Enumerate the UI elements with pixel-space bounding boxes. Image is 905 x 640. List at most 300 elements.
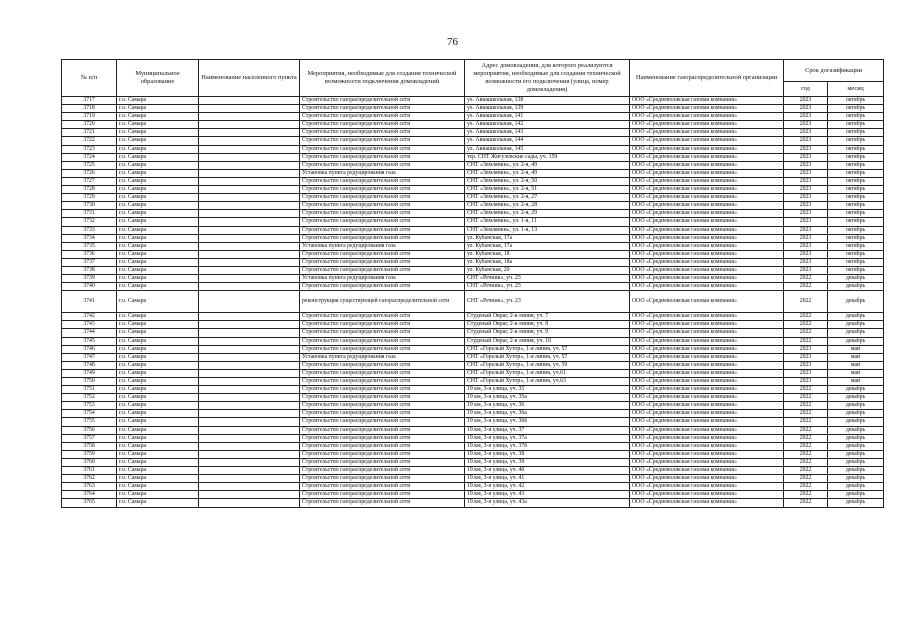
table-row — [62, 266, 884, 274]
company-cell: ООО «Средневолжская газовая компания» — [630, 129, 784, 137]
month-cell: декабрь — [828, 426, 884, 434]
settlement-cell — [199, 434, 300, 442]
month-cell: декабрь — [828, 458, 884, 466]
year-cell: 2023 — [784, 161, 828, 169]
municipality-cell: г.о. Самара — [117, 202, 199, 210]
municipality-cell: г.о. Самара — [117, 129, 199, 137]
address-cell: Студеный Овраг, 2-я линия, уч. 8 — [465, 321, 630, 329]
activity-cell: Строительство газораспределительной сети — [300, 321, 465, 329]
row-number-cell: 3734 — [62, 234, 117, 242]
company-cell: ООО «Средневолжская газовая компания» — [630, 137, 784, 145]
company-cell: ООО «Средневолжская газовая компания» — [630, 177, 784, 185]
settlement-cell — [199, 450, 300, 458]
table-row — [62, 169, 884, 177]
table-header — [62, 60, 884, 97]
header-address: Адрес домовладения, для которого реализуются мероприятия, необходимые для создания технической возможности его подключения (улица, номер домовладения) — [465, 60, 630, 97]
row-number-cell: 3749 — [62, 369, 117, 377]
settlement-cell — [199, 321, 300, 329]
address-cell: СНТ «Землянки», ул. 2-я, 29 — [465, 210, 630, 218]
row-number-cell: 3725 — [62, 161, 117, 169]
address-cell: СНТ «Землянки», ул. 2-я, 49 — [465, 161, 630, 169]
month-cell: декабрь — [828, 329, 884, 337]
address-cell: ул. Авиашкольная, 144 — [465, 137, 630, 145]
row-number-cell: 3718 — [62, 105, 117, 113]
row-number-cell: 3752 — [62, 394, 117, 402]
row-number-cell: 3719 — [62, 113, 117, 121]
company-cell: ООО «Средневолжская газовая компания» — [630, 361, 784, 369]
company-cell: ООО «Средневолжская газовая компания» — [630, 329, 784, 337]
municipality-cell: г.о. Самара — [117, 153, 199, 161]
year-cell: 2023 — [784, 121, 828, 129]
month-cell: октябрь — [828, 177, 884, 185]
activity-cell: Строительство газораспределительной сети — [300, 258, 465, 266]
municipality-cell: г.о. Самара — [117, 450, 199, 458]
address-cell: СНТ «Землянки», ул. 2-я, 49 — [465, 169, 630, 177]
address-cell: СНТ «Землянки», ул. 2-я, 28 — [465, 202, 630, 210]
table-row — [62, 145, 884, 153]
row-number-cell: 3756 — [62, 426, 117, 434]
address-cell: ул. Кубанская, 20 — [465, 266, 630, 274]
company-cell: ООО «Средневолжская газовая компания» — [630, 194, 784, 202]
settlement-cell — [199, 186, 300, 194]
address-cell: ул. Кубанская, 17а — [465, 242, 630, 250]
activity-cell: Строительство газораспределительной сети — [300, 329, 465, 337]
table-row — [62, 105, 884, 113]
month-cell: декабрь — [828, 394, 884, 402]
year-cell: 2023 — [784, 194, 828, 202]
table-row — [62, 210, 884, 218]
activity-cell: Строительство газораспределительной сети — [300, 402, 465, 410]
address-cell: СНТ «Горелый Хутор», 1-я линия, уч.61 — [465, 369, 630, 377]
settlement-cell — [199, 242, 300, 250]
month-cell: октябрь — [828, 218, 884, 226]
year-cell: 2023 — [784, 177, 828, 185]
settlement-cell — [199, 194, 300, 202]
header-month: месяц — [828, 82, 884, 97]
settlement-cell — [199, 283, 300, 291]
company-cell: ООО «Средневолжская газовая компания» — [630, 369, 784, 377]
header-year: год — [784, 82, 828, 97]
page-number: 76 — [447, 36, 458, 48]
address-cell: 19 км, 3-я улица, уч. 35 — [465, 386, 630, 394]
settlement-cell — [199, 442, 300, 450]
activity-cell: Строительство газораспределительной сети — [300, 137, 465, 145]
municipality-cell: г.о. Самара — [117, 491, 199, 499]
year-cell: 2022 — [784, 275, 828, 283]
activity-cell: Строительство газораспределительной сети — [300, 442, 465, 450]
table-row — [62, 113, 884, 121]
activity-cell: Строительство газораспределительной сети — [300, 105, 465, 113]
settlement-cell — [199, 361, 300, 369]
row-number-cell: 3755 — [62, 418, 117, 426]
year-cell: 2022 — [784, 483, 828, 491]
municipality-cell: г.о. Самара — [117, 113, 199, 121]
table-body — [62, 97, 884, 508]
activity-cell: Установка пункта редуцирования газа — [300, 275, 465, 283]
month-cell: декабрь — [828, 475, 884, 483]
year-cell: 2022 — [784, 467, 828, 475]
activity-cell: Строительство газораспределительной сети — [300, 313, 465, 321]
year-cell: 2023 — [784, 369, 828, 377]
activity-cell: Строительство газораспределительной сети — [300, 210, 465, 218]
year-cell: 2023 — [784, 345, 828, 353]
row-number-cell: 3754 — [62, 410, 117, 418]
activity-cell: Строительство газораспределительной сети — [300, 250, 465, 258]
activity-cell: Строительство газораспределительной сети — [300, 161, 465, 169]
year-cell: 2022 — [784, 499, 828, 507]
address-cell: 19 км, 3-я улица, уч. 37б — [465, 442, 630, 450]
year-cell: 2023 — [784, 378, 828, 386]
year-cell: 2022 — [784, 402, 828, 410]
table-row — [62, 137, 884, 145]
row-number-cell: 3730 — [62, 202, 117, 210]
municipality-cell: г.о. Самара — [117, 161, 199, 169]
month-cell: декабрь — [828, 283, 884, 291]
table-row — [62, 337, 884, 345]
company-cell: ООО «Средневолжская газовая компания» — [630, 105, 784, 113]
row-number-cell: 3758 — [62, 442, 117, 450]
month-cell: декабрь — [828, 402, 884, 410]
address-cell: 19 км, 3-я улица, уч. 35а — [465, 394, 630, 402]
address-cell: СНТ «Землянки», ул. 2-я, 50 — [465, 177, 630, 185]
table-row — [62, 329, 884, 337]
year-cell: 2023 — [784, 353, 828, 361]
month-cell: октябрь — [828, 194, 884, 202]
municipality-cell: г.о. Самара — [117, 361, 199, 369]
year-cell: 2022 — [784, 337, 828, 345]
municipality-cell: г.о. Самара — [117, 499, 199, 507]
municipality-cell: г.о. Самара — [117, 105, 199, 113]
company-cell: ООО «Средневолжская газовая компания» — [630, 218, 784, 226]
address-cell: 19 км, 3-я улица, уч. 43 — [465, 491, 630, 499]
activity-cell: Строительство газораспределительной сети — [300, 426, 465, 434]
month-cell: май — [828, 378, 884, 386]
activity-cell: Строительство газораспределительной сети — [300, 491, 465, 499]
company-cell: ООО «Средневолжская газовая компания» — [630, 475, 784, 483]
year-cell: 2022 — [784, 313, 828, 321]
address-cell: ул. Кубанская, 18 — [465, 250, 630, 258]
month-cell: декабрь — [828, 313, 884, 321]
company-cell: ООО «Средневолжская газовая компания» — [630, 202, 784, 210]
table-row — [62, 321, 884, 329]
activity-cell: Строительство газораспределительной сети — [300, 266, 465, 274]
company-cell: ООО «Средневолжская газовая компания» — [630, 426, 784, 434]
year-cell: 2022 — [784, 329, 828, 337]
activity-cell: Строительство газораспределительной сети — [300, 226, 465, 234]
table-row — [62, 491, 884, 499]
municipality-cell: г.о. Самара — [117, 283, 199, 291]
year-cell: 2023 — [784, 113, 828, 121]
month-cell: октябрь — [828, 186, 884, 194]
address-cell: СНТ «Горелый Хутор», 1-я линия, уч. 59 — [465, 361, 630, 369]
activity-cell: Строительство газораспределительной сети — [300, 418, 465, 426]
month-cell: декабрь — [828, 499, 884, 507]
table-row — [62, 434, 884, 442]
address-cell: 19 км, 3-я улица, уч. 43а — [465, 499, 630, 507]
activity-cell: Строительство газораспределительной сети — [300, 458, 465, 466]
company-cell: ООО «Средневолжская газовая компания» — [630, 458, 784, 466]
year-cell: 2023 — [784, 186, 828, 194]
table-row — [62, 202, 884, 210]
year-cell: 2022 — [784, 442, 828, 450]
year-cell: 2023 — [784, 210, 828, 218]
municipality-cell: г.о. Самара — [117, 369, 199, 377]
company-cell: ООО «Средневолжская газовая компания» — [630, 345, 784, 353]
row-number-cell: 3762 — [62, 475, 117, 483]
month-cell: октябрь — [828, 266, 884, 274]
municipality-cell: г.о. Самара — [117, 121, 199, 129]
activity-cell: Строительство газораспределительной сети — [300, 394, 465, 402]
address-cell: СНТ «Землянки», ул. 2-я, 27 — [465, 194, 630, 202]
municipality-cell: г.о. Самара — [117, 410, 199, 418]
year-cell: 2023 — [784, 145, 828, 153]
company-cell: ООО «Средневолжская газовая компания» — [630, 378, 784, 386]
table-row — [62, 194, 884, 202]
row-number-cell: 3721 — [62, 129, 117, 137]
municipality-cell: г.о. Самара — [117, 250, 199, 258]
year-cell: 2023 — [784, 202, 828, 210]
company-cell: ООО «Средневолжская газовая компания» — [630, 499, 784, 507]
settlement-cell — [199, 483, 300, 491]
municipality-cell: г.о. Самара — [117, 97, 199, 105]
company-cell: ООО «Средневолжская газовая компания» — [630, 275, 784, 283]
activity-cell: Строительство газораспределительной сети — [300, 283, 465, 291]
year-cell: 2023 — [784, 105, 828, 113]
company-cell: ООО «Средневолжская газовая компания» — [630, 321, 784, 329]
municipality-cell: г.о. Самара — [117, 169, 199, 177]
row-number-cell: 3765 — [62, 499, 117, 507]
settlement-cell — [199, 218, 300, 226]
table-row — [62, 361, 884, 369]
activity-cell: Строительство газораспределительной сети — [300, 177, 465, 185]
address-cell: 19 км, 3-я улица, уч. 37 — [465, 426, 630, 434]
month-cell: май — [828, 345, 884, 353]
address-cell: СНТ «Речник», уч. 23 — [465, 291, 630, 313]
activity-cell: Строительство газораспределительной сети — [300, 450, 465, 458]
month-cell: октябрь — [828, 169, 884, 177]
header-settlement: Наименование населенного пункта — [199, 60, 300, 97]
row-number-cell: 3743 — [62, 321, 117, 329]
address-cell: ул. Авиашкольная, 141 — [465, 113, 630, 121]
year-cell: 2023 — [784, 153, 828, 161]
municipality-cell: г.о. Самара — [117, 145, 199, 153]
month-cell: декабрь — [828, 434, 884, 442]
municipality-cell: г.о. Самара — [117, 234, 199, 242]
municipality-cell: г.о. Самара — [117, 378, 199, 386]
settlement-cell — [199, 202, 300, 210]
table-row — [62, 250, 884, 258]
table-row — [62, 121, 884, 129]
month-cell: октябрь — [828, 161, 884, 169]
activity-cell: Строительство газораспределительной сети — [300, 234, 465, 242]
settlement-cell — [199, 226, 300, 234]
company-cell: ООО «Средневолжская газовая компания» — [630, 186, 784, 194]
settlement-cell — [199, 402, 300, 410]
company-cell: ООО «Средневолжская газовая компания» — [630, 153, 784, 161]
row-number-cell: 3717 — [62, 97, 117, 105]
municipality-cell: г.о. Самара — [117, 402, 199, 410]
row-number-cell: 3732 — [62, 218, 117, 226]
settlement-cell — [199, 121, 300, 129]
year-cell: 2022 — [784, 475, 828, 483]
table-row — [62, 369, 884, 377]
address-cell: 19 км, 3-я улица, уч. 40 — [465, 467, 630, 475]
address-cell: СНТ «Речник», уч. 23 — [465, 283, 630, 291]
activity-cell: Строительство газораспределительной сети — [300, 202, 465, 210]
activity-cell: Строительство газораспределительной сети — [300, 97, 465, 105]
municipality-cell: г.о. Самара — [117, 218, 199, 226]
settlement-cell — [199, 153, 300, 161]
settlement-cell — [199, 266, 300, 274]
row-number-cell: 3723 — [62, 145, 117, 153]
row-number-cell: 3740 — [62, 283, 117, 291]
settlement-cell — [199, 258, 300, 266]
row-number-cell: 3728 — [62, 186, 117, 194]
company-cell: ООО «Средневолжская газовая компания» — [630, 353, 784, 361]
address-cell: Студеный Овраг, 2-я линия, уч. 10 — [465, 337, 630, 345]
activity-cell: Установка пункта редуцирования газа — [300, 353, 465, 361]
settlement-cell — [199, 394, 300, 402]
activity-cell: Строительство газораспределительной сети — [300, 345, 465, 353]
year-cell: 2023 — [784, 250, 828, 258]
month-cell: декабрь — [828, 291, 884, 313]
table-row — [62, 450, 884, 458]
year-cell: 2023 — [784, 218, 828, 226]
settlement-cell — [199, 137, 300, 145]
header-num: № п/п — [62, 60, 117, 97]
settlement-cell — [199, 499, 300, 507]
table-row — [62, 418, 884, 426]
month-cell: октябрь — [828, 137, 884, 145]
settlement-cell — [199, 313, 300, 321]
address-cell: СНТ «Речник», уч. 23 — [465, 275, 630, 283]
settlement-cell — [199, 386, 300, 394]
month-cell: октябрь — [828, 242, 884, 250]
activity-cell: Строительство газораспределительной сети — [300, 121, 465, 129]
company-cell: ООО «Средневолжская газовая компания» — [630, 145, 784, 153]
month-cell: декабрь — [828, 418, 884, 426]
activity-cell: Строительство газораспределительной сети — [300, 186, 465, 194]
municipality-cell: г.о. Самара — [117, 483, 199, 491]
table-row — [62, 242, 884, 250]
company-cell: ООО «Средневолжская газовая компания» — [630, 418, 784, 426]
table-row — [62, 345, 884, 353]
activity-cell: Строительство газораспределительной сети — [300, 378, 465, 386]
settlement-cell — [199, 169, 300, 177]
row-number-cell: 3761 — [62, 467, 117, 475]
month-cell: декабрь — [828, 450, 884, 458]
settlement-cell — [199, 458, 300, 466]
company-cell: ООО «Средневолжская газовая компания» — [630, 161, 784, 169]
municipality-cell: г.о. Самара — [117, 291, 199, 313]
table-row — [62, 129, 884, 137]
municipality-cell: г.о. Самара — [117, 177, 199, 185]
table-row — [62, 161, 884, 169]
row-number-cell: 3737 — [62, 258, 117, 266]
settlement-cell — [199, 491, 300, 499]
activity-cell: Строительство газораспределительной сети — [300, 386, 465, 394]
row-number-cell: 3720 — [62, 121, 117, 129]
month-cell: октябрь — [828, 250, 884, 258]
address-cell: 19 км, 3-я улица, уч. 41 — [465, 475, 630, 483]
table-row — [62, 226, 884, 234]
year-cell: 2023 — [784, 129, 828, 137]
settlement-cell — [199, 418, 300, 426]
activity-cell: Строительство газораспределительной сети — [300, 145, 465, 153]
table-row — [62, 275, 884, 283]
settlement-cell — [199, 345, 300, 353]
year-cell: 2023 — [784, 226, 828, 234]
row-number-cell: 3733 — [62, 226, 117, 234]
row-number-cell: 3764 — [62, 491, 117, 499]
municipality-cell: г.о. Самара — [117, 426, 199, 434]
row-number-cell: 3753 — [62, 402, 117, 410]
row-number-cell: 3747 — [62, 353, 117, 361]
company-cell: ООО «Средневолжская газовая компания» — [630, 121, 784, 129]
activity-cell: Строительство газораспределительной сети — [300, 369, 465, 377]
month-cell: декабрь — [828, 337, 884, 345]
header-municipality: Муниципальное образование — [117, 60, 199, 97]
address-cell: Студеный Овраг, 2-я линия, уч. 7 — [465, 313, 630, 321]
table-row — [62, 177, 884, 185]
table-row — [62, 394, 884, 402]
activity-cell: Строительство газораспределительной сети — [300, 218, 465, 226]
company-cell: ООО «Средневолжская газовая компания» — [630, 394, 784, 402]
company-cell: ООО «Средневолжская газовая компания» — [630, 450, 784, 458]
year-cell: 2022 — [784, 291, 828, 313]
activity-cell: Строительство газораспределительной сети — [300, 337, 465, 345]
table-row — [62, 402, 884, 410]
municipality-cell: г.о. Самара — [117, 353, 199, 361]
year-cell: 2023 — [784, 361, 828, 369]
settlement-cell — [199, 475, 300, 483]
company-cell: ООО «Средневолжская газовая компания» — [630, 491, 784, 499]
settlement-cell — [199, 161, 300, 169]
month-cell: октябрь — [828, 153, 884, 161]
table-row — [62, 258, 884, 266]
address-cell: ул. Авиашкольная, 138 — [465, 97, 630, 105]
row-number-cell: 3727 — [62, 177, 117, 185]
activity-cell: Строительство газораспределительной сети — [300, 434, 465, 442]
year-cell: 2022 — [784, 394, 828, 402]
address-cell: ул. Авиашкольная, 142 — [465, 121, 630, 129]
activity-cell: Строительство газораспределительной сети — [300, 361, 465, 369]
activity-cell: Установка пункта редуцирования газа — [300, 242, 465, 250]
table-row — [62, 426, 884, 434]
month-cell: декабрь — [828, 467, 884, 475]
row-number-cell: 3726 — [62, 169, 117, 177]
month-cell: май — [828, 361, 884, 369]
year-cell: 2023 — [784, 258, 828, 266]
table-row — [62, 218, 884, 226]
settlement-cell — [199, 210, 300, 218]
address-cell: 19 км, 3-я улица, уч. 42 — [465, 483, 630, 491]
company-cell: ООО «Средневолжская газовая компания» — [630, 226, 784, 234]
company-cell: ООО «Средневолжская газовая компания» — [630, 266, 784, 274]
month-cell: май — [828, 353, 884, 361]
activity-cell: Строительство газораспределительной сети — [300, 113, 465, 121]
month-cell: октябрь — [828, 258, 884, 266]
activity-cell: Установка пункта редуцирования газа — [300, 169, 465, 177]
settlement-cell — [199, 105, 300, 113]
table-row — [62, 186, 884, 194]
municipality-cell: г.о. Самара — [117, 442, 199, 450]
row-number-cell: 3731 — [62, 210, 117, 218]
municipality-cell: г.о. Самара — [117, 394, 199, 402]
settlement-cell — [199, 467, 300, 475]
year-cell: 2023 — [784, 266, 828, 274]
year-cell: 2022 — [784, 321, 828, 329]
